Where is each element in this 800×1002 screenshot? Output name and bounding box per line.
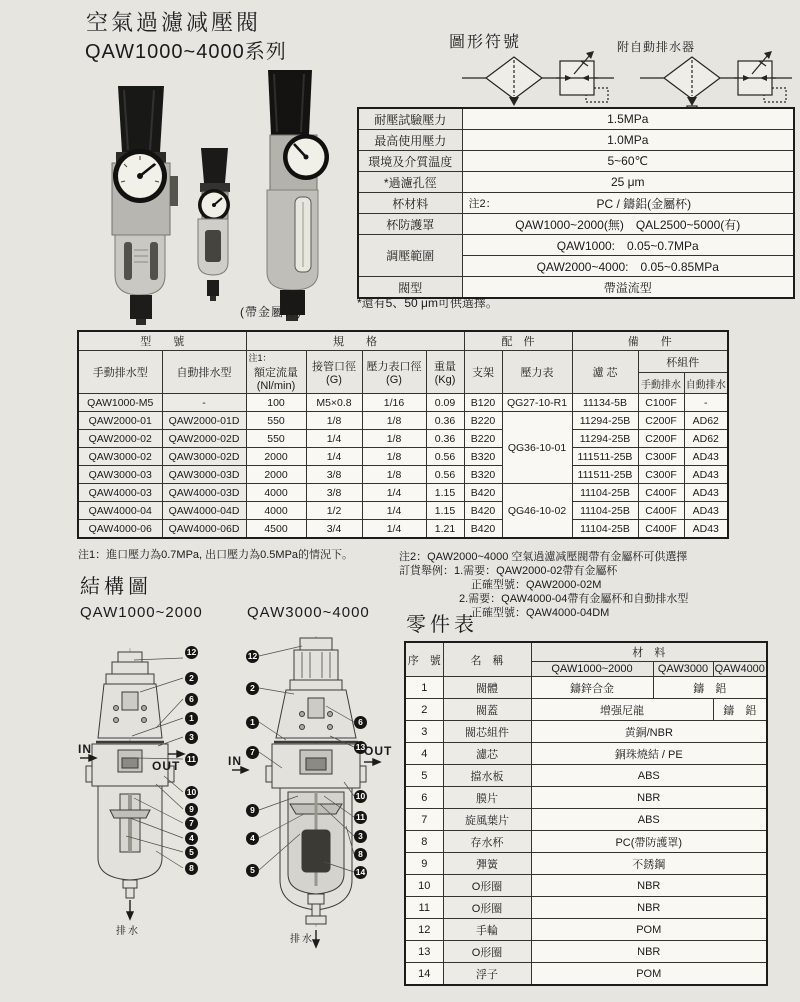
- spec-label: *過濾孔徑: [358, 172, 462, 193]
- cell-cup-auto: AD43: [684, 520, 728, 539]
- callout-3: 3: [354, 830, 367, 843]
- col-pipe-port: [306, 351, 362, 394]
- callout-4: 4: [185, 832, 198, 845]
- part-material: PC(帶防護罩): [531, 831, 767, 853]
- part-name: O形圈: [443, 941, 531, 963]
- part-name: 浮子: [443, 963, 531, 986]
- callout-12: 12: [247, 651, 258, 661]
- note2-ref: 注2：: [468, 198, 497, 210]
- part-name: 濾芯: [443, 743, 531, 765]
- cell-manual-model: QAW2000-01: [78, 412, 162, 430]
- filter-regulator-symbol: [462, 51, 614, 106]
- part-material: NBR: [531, 941, 767, 963]
- cell-flow: 550: [246, 412, 306, 430]
- note2-line: 2.需要：QAW4000-04帶有金屬杯和自動排水型: [459, 593, 689, 605]
- cell-weight: 1.21: [426, 520, 464, 539]
- cell-flow: 100: [246, 394, 306, 412]
- structure-right-title: QAW3000~4000: [247, 604, 370, 621]
- part-name: 閥體: [443, 677, 531, 699]
- part-no: 14: [405, 963, 443, 986]
- cell-flow: 4000: [246, 484, 306, 502]
- spec-value: 1.0MPa: [462, 130, 794, 151]
- col-filter-element: 濾 芯: [572, 351, 638, 394]
- table-row: [405, 809, 767, 831]
- col-cup-manual: 手動排水: [638, 373, 684, 394]
- spec-label: 閥型: [358, 277, 462, 299]
- structure-heading: 結構圖: [80, 576, 152, 598]
- cell-bracket: B420: [464, 484, 502, 502]
- cell-gauge-port: 1/8: [362, 412, 426, 430]
- part-material: 銅珠燒結 / PE: [531, 743, 767, 765]
- cell-element: 11294-25B: [572, 412, 638, 430]
- part-material: 不銹鋼: [531, 853, 767, 875]
- part-no: 2: [405, 699, 443, 721]
- cell-cup-manual: C400F: [638, 502, 684, 520]
- cell-manual-model: QAW2000-02: [78, 430, 162, 448]
- cell-element: 111511-25B: [572, 466, 638, 484]
- callout-6: 6: [185, 693, 198, 706]
- in-label: IN: [228, 754, 242, 768]
- callout-9: 9: [246, 804, 259, 817]
- note2-line: 正確型號：QAW4000-04DM: [471, 607, 610, 619]
- callout-8: 8: [354, 848, 367, 861]
- metal-bowl-caption: (帶金屬杯): [240, 305, 302, 319]
- cell-gauge: QG36-10-01: [502, 412, 572, 484]
- part-no: 6: [405, 787, 443, 809]
- part-material: NBR: [531, 787, 767, 809]
- drain-label: 排水: [116, 926, 140, 937]
- table-row: [78, 466, 728, 484]
- callout-6: 6: [354, 716, 367, 729]
- col-auto-drain-model: 自動排水型: [162, 351, 246, 394]
- part-name: 手輪: [443, 919, 531, 941]
- part-no: 1: [405, 677, 443, 699]
- callout-11: 11: [187, 754, 196, 764]
- note1-ref: 注1：: [248, 353, 272, 363]
- pneumatic-symbols: [462, 48, 794, 114]
- spec-value: QAW1000~2000(無) QAL2500~5000(有): [462, 214, 794, 235]
- cell-gauge: QG46-10-02: [502, 484, 572, 539]
- spec-value: 1.5MPa: [462, 108, 794, 130]
- part-name: O形圈: [443, 875, 531, 897]
- cell-gauge-port: 1/8: [362, 466, 426, 484]
- cell-flow: 4500: [246, 520, 306, 539]
- spec-value: [462, 193, 794, 214]
- callout-11: 11: [356, 812, 365, 822]
- cell-element: 11294-25B: [572, 430, 638, 448]
- spec-label: 環境及介質温度: [358, 151, 462, 172]
- cell-cup-manual: C200F: [638, 412, 684, 430]
- table-row: [358, 235, 794, 256]
- weight-header-unit: (Kg): [434, 374, 456, 386]
- port-header-text: 接管口徑: [312, 361, 356, 373]
- cell-bracket: B420: [464, 520, 502, 539]
- col-rated-flow: [246, 351, 306, 394]
- table-row: [78, 412, 728, 430]
- cell-auto-model: QAW4000-04D: [162, 502, 246, 520]
- auto-drain-label: 附自動排水器: [617, 40, 696, 54]
- cell-flow: 2000: [246, 466, 306, 484]
- colgroup-model: 型 號: [78, 331, 246, 351]
- callout-14: 14: [355, 867, 366, 877]
- cell-gauge-port: 1/4: [362, 520, 426, 539]
- spec-value: 帶溢流型: [462, 277, 794, 299]
- callout-13: 13: [355, 742, 366, 752]
- general-spec-table: [357, 107, 795, 299]
- cell-auto-model: QAW2000-02D: [162, 430, 246, 448]
- part-material: 鑄鋅合金: [531, 677, 653, 699]
- table-row: [78, 430, 728, 448]
- cell-auto-model: QAW3000-03D: [162, 466, 246, 484]
- cell-port: M5×0.8: [306, 394, 362, 412]
- table-header-row: [78, 351, 728, 373]
- cell-weight: 0.09: [426, 394, 464, 412]
- series-subtitle: QAW1000~4000系列: [85, 41, 287, 63]
- part-no: 7: [405, 809, 443, 831]
- cell-cup-manual: C400F: [638, 520, 684, 539]
- cell-weight: 0.36: [426, 430, 464, 448]
- table-row: [358, 193, 794, 214]
- part-material: 增强尼龍: [531, 699, 713, 721]
- cell-port: 1/4: [306, 448, 362, 466]
- col-cup-assembly: 杯組件: [638, 351, 728, 373]
- col-material-qaw4000: QAW4000: [713, 662, 767, 677]
- col-cup-auto: 自動排水: [684, 373, 728, 394]
- callout-1: 1: [185, 712, 198, 725]
- cell-weight: 0.36: [426, 412, 464, 430]
- callout-12: 12: [186, 647, 197, 657]
- part-name: 閥蓋: [443, 699, 531, 721]
- callout-8: 8: [185, 862, 198, 875]
- colgroup-accessories: 配 件: [464, 331, 572, 351]
- cell-weight: 0.56: [426, 466, 464, 484]
- cell-port: 1/8: [306, 412, 362, 430]
- col-gauge-port: [362, 351, 426, 394]
- callout-5: 5: [185, 846, 198, 859]
- table-row: [405, 963, 767, 986]
- col-material-qaw3000: QAW3000: [653, 662, 713, 677]
- callout-9: 9: [185, 803, 198, 816]
- gauge-port-header-text: 壓力表口徑: [366, 361, 422, 373]
- callout-2: 2: [185, 672, 198, 685]
- cell-manual-model: QAW3000-02: [78, 448, 162, 466]
- part-no: 11: [405, 897, 443, 919]
- cell-element: 111511-25B: [572, 448, 638, 466]
- cell-bracket: B220: [464, 412, 502, 430]
- part-name: 旋風葉片: [443, 809, 531, 831]
- table-row: [78, 520, 728, 539]
- spec-value: 5~60℃: [462, 151, 794, 172]
- out-label: OUT: [152, 759, 181, 773]
- cell-gauge-port: 1/8: [362, 448, 426, 466]
- cell-cup-manual: C200F: [638, 430, 684, 448]
- flow-header-unit: (Nl/min): [256, 380, 296, 392]
- cell-manual-model: QAW1000-M5: [78, 394, 162, 412]
- table-row: [405, 765, 767, 787]
- table-row: [405, 831, 767, 853]
- spec-label: 最高使用壓力: [358, 130, 462, 151]
- cell-cup-auto: AD43: [684, 502, 728, 520]
- callout-3: 3: [185, 731, 198, 744]
- table-row: [405, 743, 767, 765]
- cell-cup-manual: C300F: [638, 466, 684, 484]
- symbols-heading: 圖形符號: [449, 34, 522, 51]
- note1: 注1：進口壓力為0.7MPa, 出口壓力為0.5MPa的情況下。: [78, 549, 354, 561]
- cell-cup-manual: C300F: [638, 448, 684, 466]
- table-row: [405, 941, 767, 963]
- table-row: [405, 875, 767, 897]
- part-no: 12: [405, 919, 443, 941]
- cell-bracket: B320: [464, 466, 502, 484]
- parts-heading: 零件表: [406, 614, 478, 636]
- cell-gauge-port: 1/16: [362, 394, 426, 412]
- part-material: 鑄 鋁: [653, 677, 767, 699]
- col-bracket: 支架: [464, 351, 502, 394]
- cell-auto-model: QAW4000-06D: [162, 520, 246, 539]
- spec-label: 耐壓試驗壓力: [358, 108, 462, 130]
- spec-label: 杯材料: [358, 193, 462, 214]
- cell-port: 1/2: [306, 502, 362, 520]
- part-name: O形圈: [443, 897, 531, 919]
- cell-cup-auto: AD62: [684, 430, 728, 448]
- drain-label: 排水: [290, 934, 314, 945]
- cell-element: 11104-25B: [572, 502, 638, 520]
- part-name: 存水杯: [443, 831, 531, 853]
- part-material: NBR: [531, 875, 767, 897]
- spec-value: QAW2000~4000: 0.05~0.85MPa: [462, 256, 794, 277]
- colgroup-spec: 規 格: [246, 331, 464, 351]
- cell-bracket: B420: [464, 502, 502, 520]
- callout-7: 7: [185, 817, 198, 830]
- note2-line: 訂貨舉例：1.需要：QAW2000-02帶有金屬杯: [399, 565, 618, 577]
- cell-cup-auto: AD43: [684, 466, 728, 484]
- spec-label: 調壓範圍: [358, 235, 462, 277]
- cell-bracket: B320: [464, 448, 502, 466]
- table-row: [358, 172, 794, 193]
- part-material: NBR: [531, 897, 767, 919]
- part-name: 膜片: [443, 787, 531, 809]
- callout-10: 10: [355, 791, 366, 801]
- col-part-no: 序 號: [405, 642, 443, 677]
- cell-cup-auto: AD43: [684, 448, 728, 466]
- flow-header-text: 額定流量: [254, 367, 298, 379]
- part-no: 8: [405, 831, 443, 853]
- cell-auto-model: QAW4000-03D: [162, 484, 246, 502]
- part-no: 4: [405, 743, 443, 765]
- table-header-row: [405, 642, 767, 662]
- cell-gauge-port: 1/4: [362, 502, 426, 520]
- port-header-unit: (G): [326, 374, 342, 386]
- col-material-qaw1000-2000: QAW1000~2000: [531, 662, 653, 677]
- cell-manual-model: QAW4000-03: [78, 484, 162, 502]
- part-name: 閥芯組件: [443, 721, 531, 743]
- table-row: [405, 853, 767, 875]
- note2-line: 注2：QAW2000~4000 空氣過濾减壓閥帶有金屬杯可供選擇: [399, 551, 688, 563]
- spec-value: 25 μm: [462, 172, 794, 193]
- part-material: 鑄 鋁: [713, 699, 767, 721]
- part-material: POM: [531, 963, 767, 986]
- structure-diagram-large: [224, 634, 409, 961]
- callout-7: 7: [246, 746, 259, 759]
- cell-cup-manual: C100F: [638, 394, 684, 412]
- in-label: IN: [78, 742, 92, 756]
- spec-label: 杯防護罩: [358, 214, 462, 235]
- col-part-name: 名 稱: [443, 642, 531, 677]
- table-header-row: [78, 331, 728, 351]
- table-row: [358, 214, 794, 235]
- product-photo-metal-bowl: [267, 70, 329, 321]
- cell-bracket: B220: [464, 430, 502, 448]
- table-row: [358, 108, 794, 130]
- callout-1: 1: [246, 716, 259, 729]
- col-weight: [426, 351, 464, 394]
- cell-weight: 1.15: [426, 484, 464, 502]
- table-row: [78, 448, 728, 466]
- part-no: 10: [405, 875, 443, 897]
- part-name: 彈簧: [443, 853, 531, 875]
- model-spec-table: [77, 330, 729, 539]
- table-row: [78, 394, 728, 412]
- product-photo-large: [112, 86, 178, 325]
- parts-table: [404, 641, 768, 986]
- cell-manual-model: QAW3000-03: [78, 466, 162, 484]
- structure-left-title: QAW1000~2000: [80, 604, 203, 621]
- cell-cup-auto: AD43: [684, 484, 728, 502]
- part-material: 黄銅/NBR: [531, 721, 767, 743]
- filter-pore-footnote: *還有5、50 μm可供選擇。: [357, 296, 498, 310]
- cell-auto-model: QAW2000-01D: [162, 412, 246, 430]
- table-row: [405, 721, 767, 743]
- cell-gauge: QG27-10-R1: [502, 394, 572, 412]
- cell-manual-model: QAW4000-06: [78, 520, 162, 539]
- cell-weight: 0.56: [426, 448, 464, 466]
- product-photo-small: [198, 148, 230, 301]
- callout-4: 4: [246, 832, 259, 845]
- cell-cup-auto: AD62: [684, 412, 728, 430]
- table-row: [358, 151, 794, 172]
- cell-weight: 1.15: [426, 502, 464, 520]
- gauge-port-header-unit: (G): [386, 374, 402, 386]
- spec-value: QAW1000: 0.05~0.7MPa: [462, 235, 794, 256]
- part-material: POM: [531, 919, 767, 941]
- product-photos: [88, 58, 364, 328]
- table-row: [405, 677, 767, 699]
- part-name: 擋水板: [443, 765, 531, 787]
- cell-element: 11134-5B: [572, 394, 638, 412]
- callout-5: 5: [246, 864, 259, 877]
- cell-port: 3/8: [306, 484, 362, 502]
- cell-flow: 4000: [246, 502, 306, 520]
- cell-cup-auto: -: [684, 394, 728, 412]
- part-no: 9: [405, 853, 443, 875]
- cell-bracket: B120: [464, 394, 502, 412]
- table-row: [405, 897, 767, 919]
- table-row: [405, 699, 767, 721]
- table-row: [358, 130, 794, 151]
- cell-flow: 550: [246, 430, 306, 448]
- cell-auto-model: QAW3000-02D: [162, 448, 246, 466]
- cell-cup-manual: C400F: [638, 484, 684, 502]
- out-label: OUT: [364, 744, 393, 758]
- cell-gauge-port: 1/4: [362, 484, 426, 502]
- cell-port: 1/4: [306, 430, 362, 448]
- part-material: ABS: [531, 809, 767, 831]
- page-title: 空氣過濾减壓閥: [86, 10, 262, 35]
- part-no: 13: [405, 941, 443, 963]
- cell-port: 3/8: [306, 466, 362, 484]
- part-material: ABS: [531, 765, 767, 787]
- callout-2: 2: [246, 682, 259, 695]
- table-row: [78, 484, 728, 502]
- cell-gauge-port: 1/8: [362, 430, 426, 448]
- cell-element: 11104-25B: [572, 520, 638, 539]
- callout-10: 10: [186, 787, 197, 797]
- table-row: [405, 919, 767, 941]
- part-no: 5: [405, 765, 443, 787]
- col-manual-drain-model: 手動排水型: [78, 351, 162, 394]
- cup-material-value: PC / 鑄鋁(金屬杯): [596, 196, 692, 211]
- note2-line: 正確型號：QAW2000-02M: [471, 579, 602, 591]
- colgroup-spares: 備 件: [572, 331, 728, 351]
- filter-regulator-autodrain-symbol: [640, 51, 792, 112]
- cell-flow: 2000: [246, 448, 306, 466]
- weight-header-text: 重量: [434, 361, 456, 373]
- col-pressure-gauge: 壓力表: [502, 351, 572, 394]
- cell-element: 11104-25B: [572, 484, 638, 502]
- table-row: [78, 502, 728, 520]
- cell-manual-model: QAW4000-04: [78, 502, 162, 520]
- table-row: [405, 787, 767, 809]
- part-no: 3: [405, 721, 443, 743]
- cell-auto-model: -: [162, 394, 246, 412]
- cell-port: 3/4: [306, 520, 362, 539]
- colgroup-material: 材 料: [531, 642, 767, 662]
